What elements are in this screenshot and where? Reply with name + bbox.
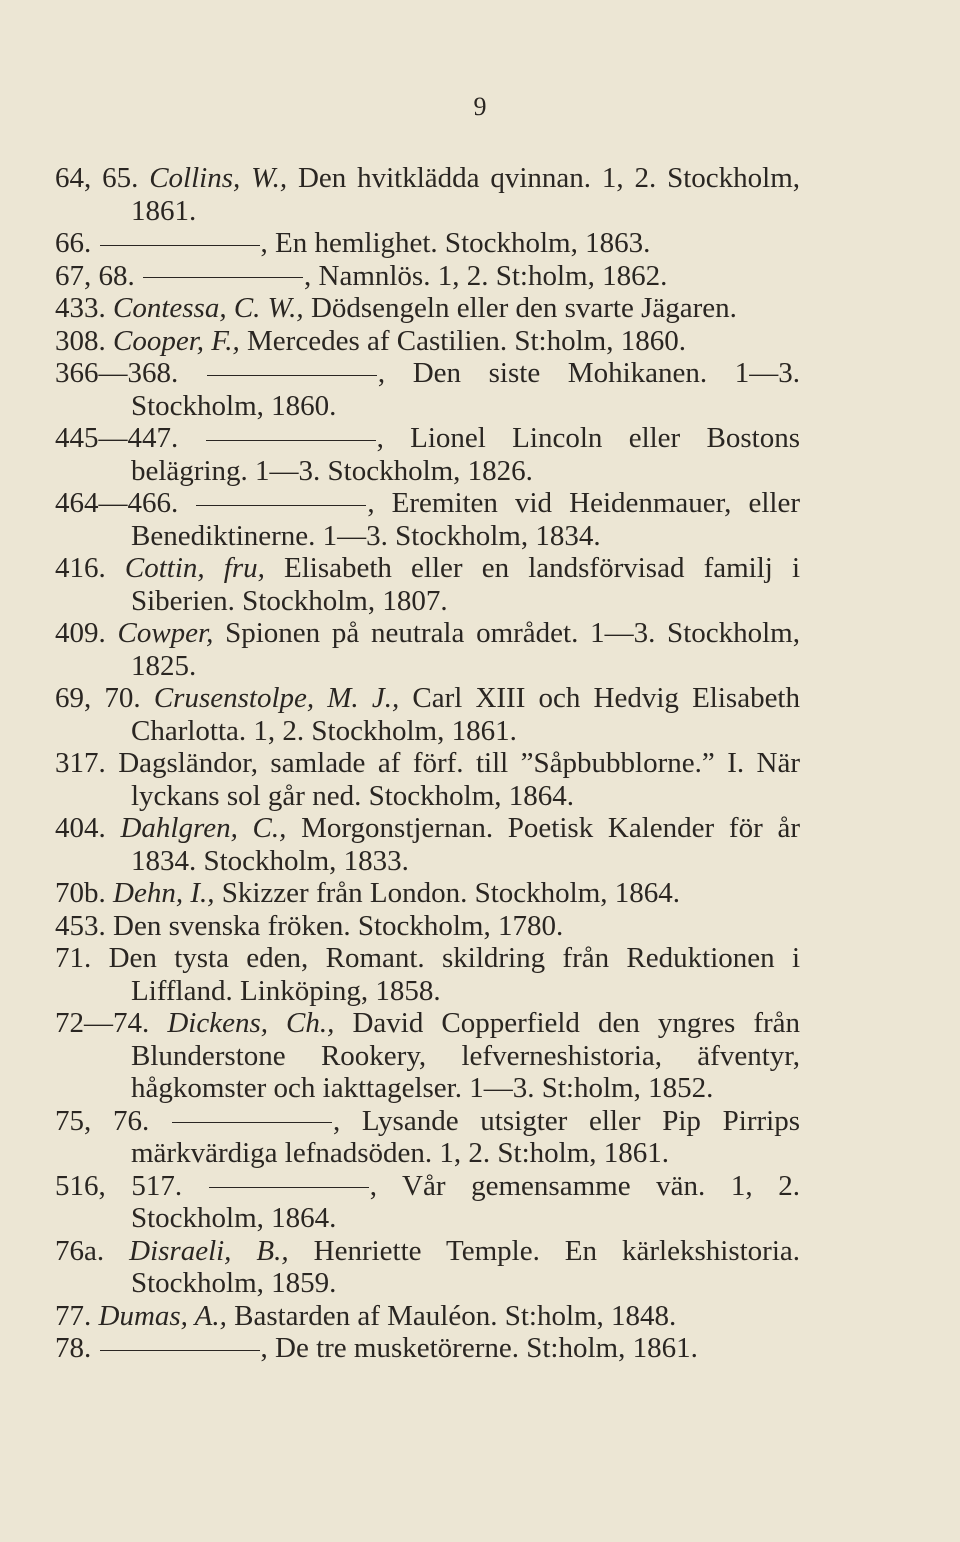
catalog-entry [55,617,800,682]
ditto-dash [100,245,260,246]
entry-text: , En hemlighet. Stockholm, 1863. [260,227,651,259]
entry-text: , Vår gemensamme vän. 1, 2. Stockholm, 1864. [131,1169,801,1234]
entry-number: 445—447. [55,422,205,454]
entry-text: Den hvitklädda qvinnan. 1, 2. Stockholm, 1861. [131,162,801,227]
catalog-entry [55,357,800,422]
entry-text: , De tre musketörerne. St:holm, 1861. [260,1332,698,1364]
entry-number: 433. [55,292,113,324]
catalog-entry [55,1170,800,1235]
entry-author: Dahlgren, C., [120,812,302,844]
entry-author: Dumas, A., [98,1299,235,1332]
entry-author: Collins, W., [149,162,298,194]
catalog-entry [55,422,800,487]
entry-list [55,162,800,1365]
entry-text: Morgonstjernan. Poetisk Kalender för år 1834. Stockholm, 1833. [131,812,800,877]
entry-number: 66. [55,227,99,259]
entry-author: Cowper, [117,617,226,649]
entry-author: Disraeli, B., [129,1234,314,1267]
entry-text: Skizzer från London. Stockholm, 1864. [221,877,681,909]
catalog-entry [55,1007,800,1105]
entry-number: 317. [55,747,119,779]
entry-number: 464—466. [55,487,196,519]
catalog-entry [55,1235,800,1300]
entry-number: 70b. [55,877,113,909]
entry-text: Elisabeth eller en landsförvisad familj i Siberien. Stockholm, 1807. [131,552,801,617]
entry-text: Dagsländor, samlade af förf. till ”Såpbubblorne.” I. När lyckans sol går ned. Stockholm, 1864. [118,747,801,812]
ditto-dash [209,1187,369,1188]
ditto-dash [207,375,377,376]
entry-number: 416. [55,552,125,584]
entry-number: 69, 70. [55,682,154,714]
entry-number: 75, 76. [55,1104,171,1137]
entry-number: 76a. [55,1234,130,1267]
entry-text: Dödsengeln eller den svarte Jägaren. [310,292,737,324]
ditto-dash [143,277,303,278]
catalog-entry [55,292,800,325]
entry-text: , Namnlös. 1, 2. St:holm, 1862. [304,259,668,292]
entry-author: Cooper, F., [113,324,248,357]
entry-text: , Lysande utsigter eller Pip Pirrips märkvärdiga lefnadsöden. 1, 2. St:holm, 1861. [131,1104,801,1169]
ditto-dash [172,1122,332,1123]
entry-number: 453. [55,909,113,942]
entry-number: 78. [55,1332,99,1364]
entry-text: Carl XIII och Hedvig Elisabeth Charlotta. 1, 2. Stockholm, 1861. [131,682,800,747]
entry-text: Den svenska fröken. Stockholm, 1780. [113,909,564,942]
catalog-entry [55,812,800,877]
entry-number: 409. [55,617,118,649]
entry-number: 67, 68. [55,259,142,292]
catalog-entry [55,260,800,293]
entry-text: , Lionel Lincoln eller Bostons belägring. 1—3. Stockholm, 1826. [131,422,801,487]
entry-number: 308. [55,324,113,357]
entry-number: 366—368. [55,357,206,389]
catalog-entry [55,942,800,1007]
page-number: 9 [473,92,487,121]
ditto-dash [100,1350,260,1351]
entry-text: Bastarden af Mauléon. St:holm, 1848. [234,1299,677,1332]
entry-number: 404. [55,812,121,844]
entry-text: David Copperfield den yngres från Blunderstone Rookery, lefverneshistoria, äfventyr, hågkomster och iakttagelser. 1—3. St:holm, 1852. [131,1007,801,1104]
catalog-entry [55,552,800,617]
catalog-entry [55,162,800,227]
entry-number: 72—74. [55,1007,168,1039]
entry-number: 64, 65. [55,162,150,194]
catalog-entry [55,1300,800,1333]
catalog-entry [55,747,800,812]
entry-text: Spionen på neutrala området. 1—3. Stockholm, 1825. [131,617,800,682]
catalog-entry [55,1332,800,1365]
entry-text: Henriette Temple. En kärlekshistoria. Stockholm, 1859. [131,1234,801,1299]
entry-author: Contessa, C. W., [113,292,311,324]
entry-number: 71. [55,942,109,974]
catalog-entry [55,682,800,747]
entry-text: , Eremiten vid Heidenmauer, eller Benediktinerne. 1—3. Stockholm, 1834. [131,487,801,552]
entry-author: Crusenstolpe, M. J., [153,682,413,714]
catalog-entry [55,227,800,260]
catalog-entry [55,325,800,358]
entry-number: 516, 517. [55,1169,208,1202]
ditto-dash [206,440,376,441]
catalog-entry [55,1105,800,1170]
entry-text: , Den siste Mohikanen. 1—3. Stockholm, 1860. [131,357,800,422]
catalog-entry [55,487,800,552]
entry-number: 77. [55,1299,99,1332]
entry-text: Mercedes af Castilien. St:holm, 1860. [247,324,686,357]
entry-author: Dickens, Ch., [167,1007,353,1039]
entry-text: Den tysta eden, Romant. skildring från Reduktionen i Liffland. Linköping, 1858. [108,942,801,1007]
ditto-dash [196,505,366,506]
entry-author: Dehn, I., [113,877,222,909]
catalog-entry [55,910,800,943]
catalog-entry [55,877,800,910]
entry-author: Cottin, fru, [124,552,285,584]
